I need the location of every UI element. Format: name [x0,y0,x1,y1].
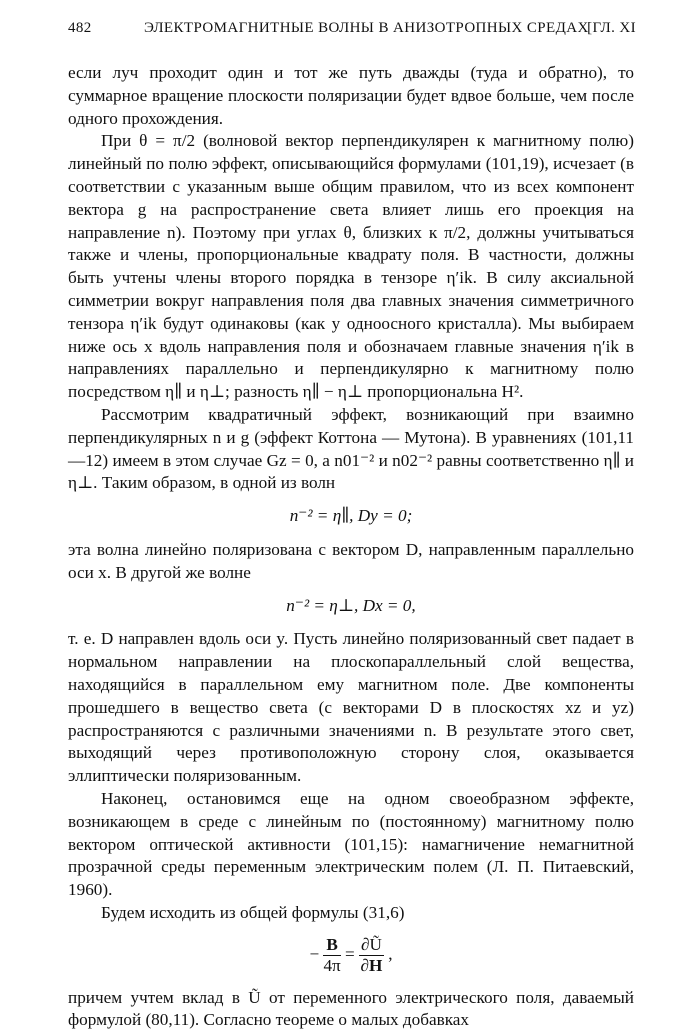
formula-equals-sign: = [345,944,355,964]
paragraph-continuation: если луч проходит один и тот же путь дважды (туда и обратно), то суммарное вращение плоскости поляризации будет вдвое больше, чем после одного прохождения. [68,63,634,128]
formula-trailing-comma: , [388,944,393,964]
formula-minus-sign: − [309,944,320,964]
fraction-denominator-4pi: 4π [323,955,341,975]
running-title: ЭЛЕКТРОМАГНИТНЫЕ ВОЛНЫ В АНИЗОТРОПНЫХ СРЕДАХ [144,20,589,36]
fraction-b-over-4pi [323,935,340,976]
paragraph-elliptic-polarization: т. е. D направлен вдоль оси y. Пусть линейно поляризованный свет падает в нормальном направлении на плоскопараллельный слой вещества, находящийся в параллельном ему магнитном поле. Две компоненты прошедшего в вещество света (с векторами D в плоскостях xz и yz) распространяются с различными значениями n. В результате этого свет, выходящий через противоположную сторону слоя, оказывается эллиптически поляризованным. [68,629,634,786]
fraction-denominator-dh: ∂H [360,955,383,975]
page-number: 482 [68,20,92,36]
page-body [68,62,634,1032]
formula-wave-2: n⁻² = η⊥, Dx = 0, [286,595,416,615]
paragraph-cotton-mouton: Рассмотрим квадратичный эффект, возникающий при взаимно перпендикулярных n и g (эффект Коттона — Мутона). В уравнениях (101,11—12) имеем в этом случае Gz = 0, а n01⁻² и n02⁻² равны соответственно η∥ и η⊥. Таким образом, в одной из волн [68,404,634,493]
paragraph-magnetization-effect: Наконец, остановимся еще на одном своеобразном эффекте, возникающем в среде с линейным по (постоянному) магнитному полю вектором оптической активности (101,15): намагничение немагнитной прозрачной среды переменным электрическим полем (Л. П. Питаевский, 1960). [68,788,634,900]
paragraph-general-formula: Будем исходить из общей формулы (31,6) [101,902,405,922]
formula-wave-1: n⁻² = η∥, Dy = 0; [289,506,413,526]
fraction-du-over-dh [359,935,384,976]
chapter-label: [ГЛ. XI [587,20,636,36]
paragraph-linear-effect: При θ = π/2 (волновой вектор перпендикулярен к магнитному полю) линейный по полю эффект, описывающийся формулами (101,19), исчезает (в соответствии с указанным выше общим правилом, что из всех компонент вектора g на распространение света влияет лишь его проекция на направление n). Поэтому при углах θ, близких к π/2, должны учитываться также и члены, пропорциональные квадрату поля. В частности, должны быть учтены члены второго порядка в тензоре η′ik. В силу аксиальной симметрии вокруг направления поля два главных значения симметричного тензора η′ik будут одинаковы (как у одноосного кристалла). Мы выбираем ниже ось x вдоль направления поля и обозначаем главные значения η′ik в направлениях параллельно и перпендикулярно к магнитному полю посредством η∥ и η⊥; разность η∥ − η⊥ пропорциональна H². [68,131,634,402]
paragraph-wave-1-polarization: эта волна линейно поляризована с вектором D, направленным параллельно оси x. В другой же волне [68,539,634,582]
running-header [68,20,636,42]
paragraph-small-additions: причем учтем вклад в Ũ от переменного электрического поля, даваемый формулой (80,11). Согласно теореме о малых добавках [68,987,634,1030]
fraction-numerator-du: ∂Ũ [361,934,382,954]
fraction-numerator-b: B [323,935,340,956]
formula-31-6 [68,935,634,976]
